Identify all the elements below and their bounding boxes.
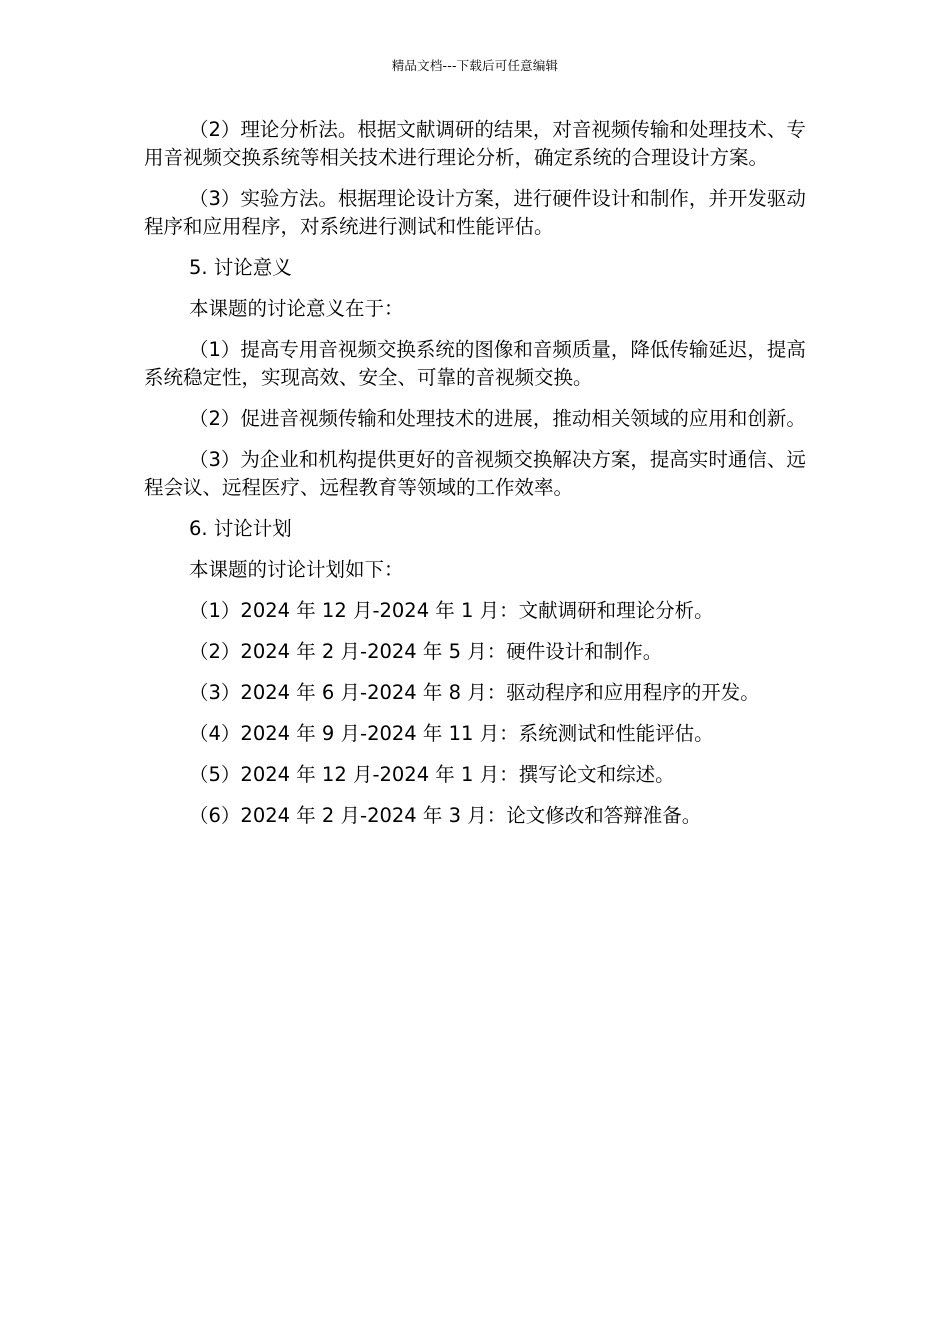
paragraph-method-experiment: （3）实验方法。根据理论设计方案，进行硬件设计和制作，并开发驱动程序和应用程序，对系统进行测试和性能评估。 — [144, 187, 806, 238]
document-body — [144, 116, 820, 843]
paragraph-significance-3: （3）为企业和机构提供更好的音视频交换解决方案，提高实时通信、远程会议、远程医疗、远程教育等领域的工作效率。 — [144, 448, 806, 499]
page-header: 精品文档---下载后可任意编辑 — [391, 58, 559, 73]
plan-item-2: （2）2024 年 2 月-2024 年 5 月：硬件设计和制作。 — [189, 640, 663, 663]
plan-item-3: （3）2024 年 6 月-2024 年 8 月：驱动程序和应用程序的开发。 — [189, 681, 760, 704]
section-heading-significance: 5. 讨论意义 — [189, 256, 292, 279]
plan-item-4: （4）2024 年 9 月-2024 年 11 月：系统测试和性能评估。 — [189, 722, 714, 745]
paragraph-significance-intro: 本课题的讨论意义在于： — [189, 297, 404, 320]
paragraph-plan-intro: 本课题的讨论计划如下： — [189, 558, 404, 581]
plan-item-6: （6）2024 年 2 月-2024 年 3 月：论文修改和答辩准备。 — [189, 804, 702, 827]
paragraph-significance-1: （1）提高专用音视频交换系统的图像和音频质量，降低传输延迟，提高系统稳定性，实现高效、安全、可靠的音视频交换。 — [144, 338, 806, 389]
plan-item-5: （5）2024 年 12 月-2024 年 1 月：撰写论文和综述。 — [189, 763, 675, 786]
paragraph-method-theory: （2）理论分析法。根据文献调研的结果，对音视频传输和处理技术、专用音视频交换系统等相关技术进行理论分析，确定系统的合理设计方案。 — [144, 118, 806, 169]
paragraph-significance-2: （2）促进音视频传输和处理技术的进展，推动相关领域的应用和创新。 — [189, 407, 806, 430]
plan-item-1: （1）2024 年 12 月-2024 年 1 月：文献调研和理论分析。 — [189, 599, 714, 622]
section-heading-plan: 6. 讨论计划 — [189, 517, 292, 540]
